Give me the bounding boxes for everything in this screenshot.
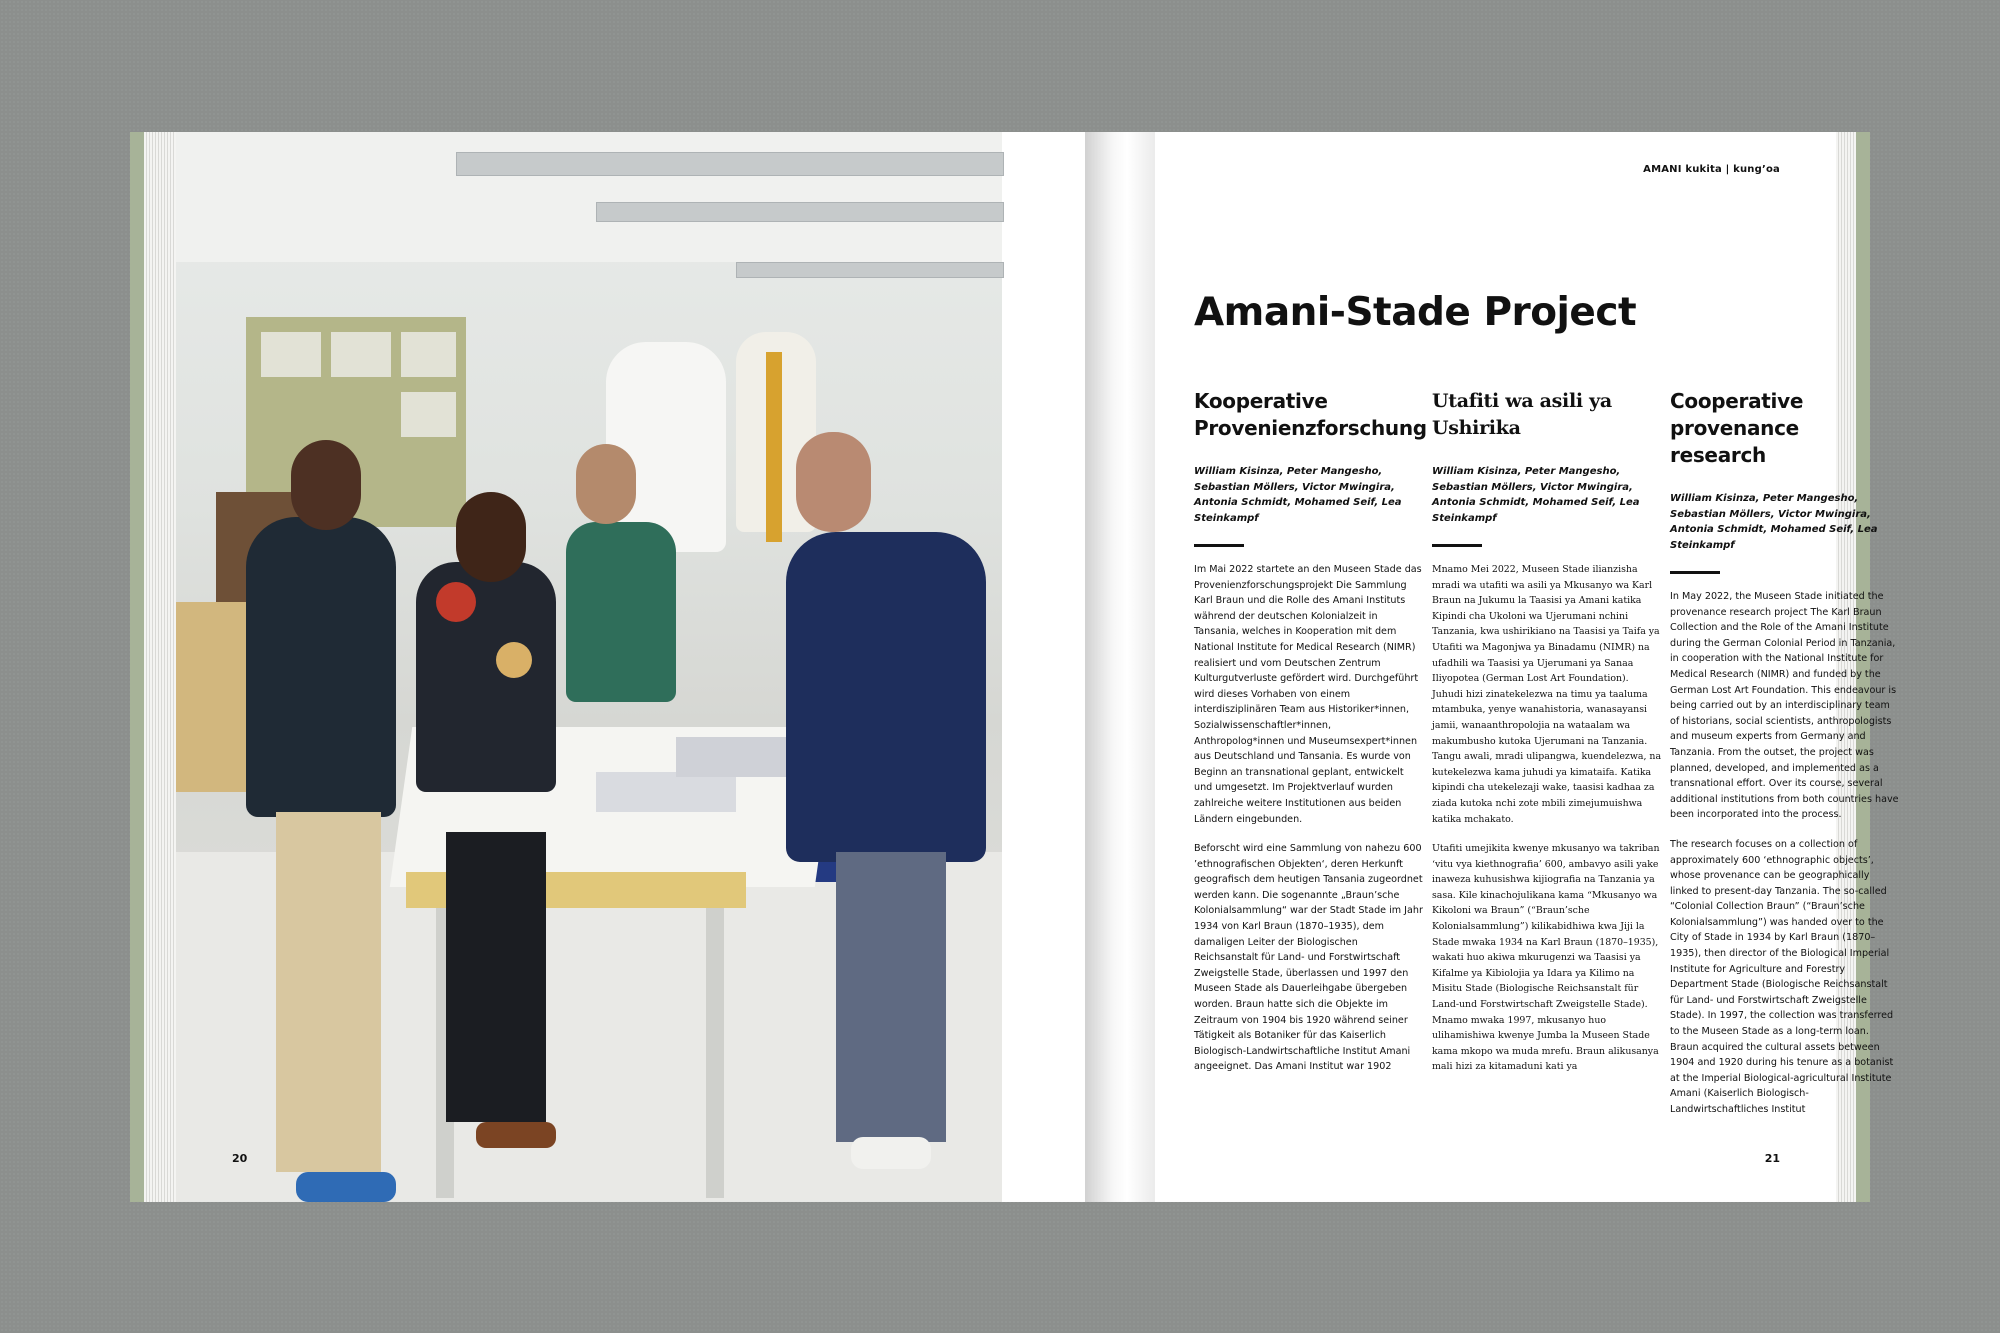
cardboard-box [676, 737, 796, 777]
cardboard-box [596, 772, 736, 812]
column-body [1670, 589, 1900, 1118]
column-body [1432, 562, 1662, 1075]
cardboard-box [176, 602, 256, 792]
left-page-number: 20 [232, 1152, 248, 1165]
shelf-slot [261, 332, 321, 377]
running-header: AMANI kukita | kung’oa [1643, 164, 1780, 175]
shelf-slot [401, 392, 456, 437]
ceiling-pipe [736, 262, 1004, 278]
person-jeans [836, 852, 946, 1142]
person-blue-sweater [786, 532, 986, 862]
table-leg [706, 908, 724, 1198]
shelf-slot [331, 332, 391, 377]
column-authors: William Kisinza, Peter Mangesho, Sebastian Möllers, Victor Mwingira, Antonia Schmidt, Mohamed Seif, Lea Steinkampf [1432, 466, 1640, 524]
open-magazine [130, 132, 1899, 1202]
body-paragraph: Im Mai 2022 startete an den Museen Stade das Provenienzforschungsprojekt Die Sammlung Karl Braun und die Rolle des Amani Instituts während der deutschen Kolonialzeit in Tansania, welches in Kooperation mit dem National Institute for Medical Research (NIMR) realisiert und vom Deutschen Zentrum Kulturgutverluste gefördert wird. Durchgeführt wird dieses Vorhaben von einem interdisziplinären Team aus Historiker*innen, Sozialwissenschaftler*innen, Anthropolog*innen und Museumsexpert*innen aus Deutschland und Tansania. Es wurde von Beginn an transnational geplant, entwickelt und umgesetzt. Im Projektverlauf wurden zahlreiche weitere Institutionen aus beiden Ländern eingebunden. [1194, 564, 1422, 825]
column-heading: Utafiti wa asili ya Ushirika [1432, 390, 1612, 439]
shelf-slot [401, 332, 456, 377]
body-paragraph: Beforscht wird eine Sammlung von nahezu 600 ’ethnografischen Objekten‘, deren Herkunft geografisch dem heutigen Tansania zugeordnet werden kann. Die sogenannte „Braun’sche Kolonialsammlung“ war der Stadt Stade im Jahr 1934 von Karl Braun (1870–1935), dem damaligen Leiter der Biologischen Reichsanstalt für Land- und Forstwirtschaft Zweigstelle Stade, überlassen und 1997 den Museen Stade als Dauerleihgabe übergeben worden. Braun hatte sich die Objekte im Zeitraum von 1904 bis 1920 während seiner Tätigkeit als Botaniker für das Kaiserlich Biologisch-Landwirtschaftliche Institut Amani angeeignet. Das Amani Institut war 1902 [1194, 843, 1423, 1073]
person-head [796, 432, 871, 532]
body-paragraph: The research focuses on a collection of approximately 600 ‘ethnographic objects’, whose provenance can be geographically linked to present-day Tanzania. The so-called “Colonial Collection Braun” (“Braun’sche Kolonialsammlung”) was handed over to the City of Stade in 1934 by Karl Braun (1870–1935), then director of the Biological Imperial Institute for Agriculture and Forestry Department Stade (Biologische Reichsanstalt für Land- und Forstwirtschaft Zweigstelle Stade). In 1997, the collection was transferred to the Museen Stade as a long-term loan. Braun acquired the cultural assets between 1904 and 1920 during his tenure as a botanist at the Imperial Biological-agricultural Institute Amani (Kaiserlich Biologisch-Landwirtschaftliches Institut [1670, 838, 1894, 1115]
heading-rule [1194, 544, 1244, 547]
person-head [291, 440, 361, 530]
person-navy-sweater [246, 517, 396, 817]
book-cover-left-edge [130, 132, 144, 1202]
column-authors: William Kisinza, Peter Mangesho, Sebastian Möllers, Victor Mwingira, Antonia Schmidt, Mohamed Seif, Lea Steinkampf [1670, 493, 1878, 551]
person-head [576, 444, 636, 524]
photo-people-working-at-table [176, 132, 1002, 1202]
left-page [176, 132, 1132, 1202]
cable-tray [596, 202, 1004, 222]
column-heading: Kooperative Provenienzforschung [1194, 389, 1427, 440]
body-paragraph: Utafiti umejikita kwenye mkusanyo wa takriban ‘vitu vya kiethnografia’ 600, ambavyo asili yake inaweza kuhusishwa kijiografia na Tanzania ya sasa. Kile kinachojulikana kama “Mkusanyo wa Kikoloni wa Braun” (“Braun’sche Kolonialsammlung”) kilikabidhiwa kwa Jiji la Stade mwaka 1934 na Karl Braun (1870–1935), wakati huo akiwa mkurugenzi wa Taasisi ya Kifalme ya Kibiolojia ya Idara ya Kilimo na Misitu Stade (Biologische Reichsanstalt für Land-und Forstwirtschaft Zweigstelle Stade). Mnamo mwaka 1997, mkusanyo huo ulihamishiwa kwenye Jumba la Museen Stade kama mkopo wa muda mrefu. Braun alikusanya mali hizi za kitamaduni kati ya [1432, 843, 1660, 1073]
body-paragraph: Mnamo Mei 2022, Museen Stade ilianzisha mradi wa utafiti wa asili ya Mkusanyo wa Karl Braun na Jukumu la Taasisi ya Amani katika Kipindi cha Ukoloni wa Ujerumani nchini Tanzania, kwa ushirikiano na Taasisi ya Taifa ya Utafiti wa Magonjwa ya Binadamu (NIMR) na ufadhili wa Taasisi ya Ujerumani ya Sanaa Iliyopotea (German Lost Art Foundation). Juhudi hizi zinatekelezwa na timu ya taaluma mtambuka, yenye wanahistoria, wanasayansi jamii, wanaanthropolojia na wataalam wa makumbusho kutoka Ujerumani na Tanzania. Tangu awali, mradi ulipangwa, kuendelezwa, na kutekelezwa kama juhudi ya kimataifa. Katika kipindi cha utekelezaji wake, taasisi kadhaa za ziada kutoka nchi zote mbili zimejumuishwa katika mchakato. [1432, 564, 1662, 825]
person-head [456, 492, 526, 582]
column-english [1670, 388, 1900, 1132]
column-authors: William Kisinza, Peter Mangesho, Sebastian Möllers, Victor Mwingira, Antonia Schmidt, Mohamed Seif, Lea Steinkampf [1194, 466, 1402, 524]
brown-shoe [476, 1122, 556, 1148]
yellow-object [766, 352, 782, 542]
sneaker [851, 1137, 931, 1169]
column-swahili [1432, 388, 1662, 1089]
heading-rule [1670, 571, 1720, 574]
column-heading: Cooperative provenance research [1670, 389, 1804, 467]
cable-tray [456, 152, 1004, 176]
column-german [1194, 388, 1427, 1089]
floral-pattern [436, 582, 476, 622]
article-title: Amani-Stade Project [1194, 290, 1637, 335]
body-paragraph: In May 2022, the Museen Stade initiated the provenance research project The Karl Braun Collection and the Role of the Amani Institute during the German Colonial Period in Tanzania, in cooperation with the National Institute for Medical Research (NIMR) and funded by the German Lost Art Foundation. This endeavour is being carried out by an interdisciplinary team of historians, social scientists, anthropologists and museum experts from Germany and Tanzania. From the outset, the project was planned, developed, and implemented as a transnational effort. Over its course, several additional institutions from both countries have been incorporated into the process. [1670, 591, 1899, 821]
person-black-trousers [446, 832, 546, 1122]
heading-rule [1432, 544, 1482, 547]
white-dress-form [606, 342, 726, 552]
blue-shoe [296, 1172, 396, 1202]
person-green-top [566, 522, 676, 702]
page-edges-left [144, 132, 176, 1202]
right-page [1132, 132, 1899, 1202]
floral-pattern [496, 642, 532, 678]
right-page-number: 21 [1764, 1152, 1780, 1165]
column-body [1194, 562, 1424, 1075]
person-khaki-trousers [276, 812, 381, 1172]
